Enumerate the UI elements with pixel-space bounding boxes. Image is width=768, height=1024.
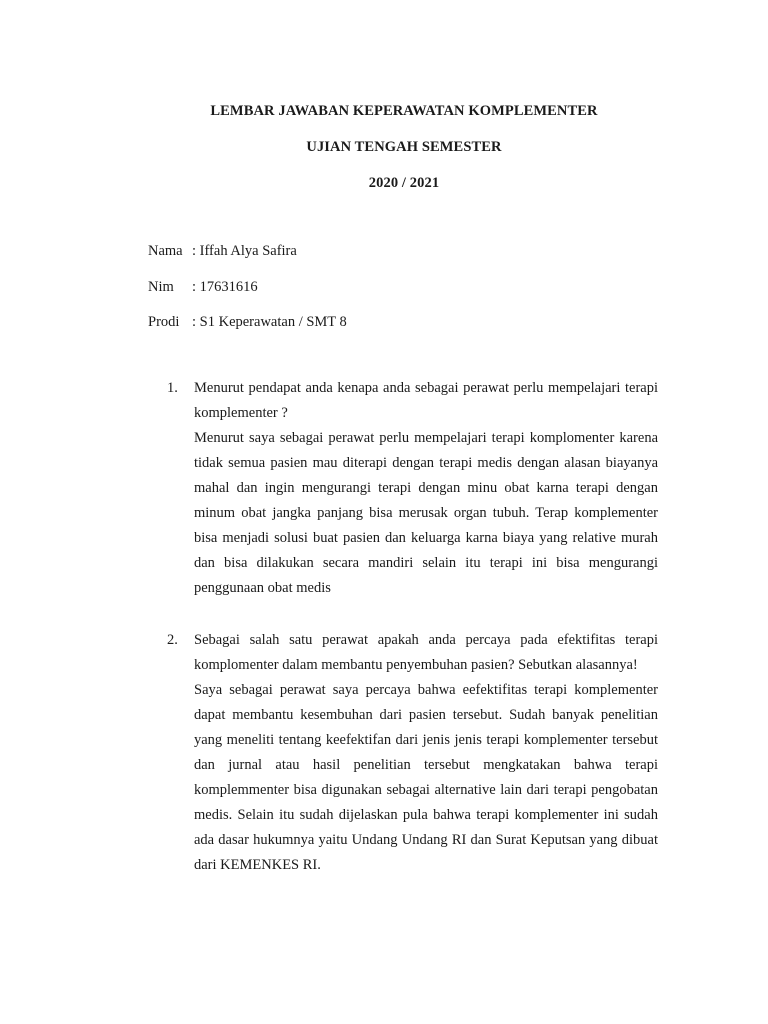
academic-year: 2020 / 2021 [368,175,440,191]
question-number: 2. [167,632,178,648]
prodi-value: : S1 Keperawatan / SMT 8 [192,314,347,330]
prodi-label: Prodi [148,314,180,330]
name-label: Nama [148,243,183,259]
student-prodi-row [148,314,347,331]
nim-value: : 17631616 [192,279,258,295]
question-item [194,376,658,601]
document-subtitle: UJIAN TENGAH SEMESTER [306,139,502,155]
name-value: : Iffah Alya Safira [192,243,297,259]
student-nim-row [148,279,258,296]
student-name-row [148,243,297,260]
document-title: LEMBAR JAWABAN KEPERAWATAN KOMPLEMENTER [210,103,598,119]
answer-text: Menurut saya sebagai perawat perlu mempelajari terapi komplomenter karena tidak semua pasien mau diterapi dengan terapi medis dengan alasan biayanya mahal dan ingin mengurangi terapi dengan minu obat karna terapi dengan minum obat jangka panjang bisa merusak organ tubuh. Terap komplementer bisa menjadi solusi buat pasien dan keluarga karna biaya yang relative murah dan bisa dilakukan secara mandiri selain itu terapi ini bisa mengurangi penggunaan obat medis [194,430,658,596]
question-text: Menurut pendapat anda kenapa anda sebagai perawat perlu mempelajari terapi komplementer ? [194,380,658,421]
question-number: 1. [167,380,178,396]
question-item [194,628,658,878]
nim-label: Nim [148,279,174,295]
question-text: Sebagai salah satu perawat apakah anda percaya pada efektifitas terapi komplomenter dalam membantu penyembuhan pasien? Sebutkan alasannya! [194,632,658,673]
answer-text: Saya sebagai perawat saya percaya bahwa eefektifitas terapi komplementer dapat membantu kesembuhan dari pasien tersebut. Sudah banyak penelitian yang meneliti tentang keefektifan dari jenis jenis terapi komplementer tersebut dan jurnal atau hasil penelitian tersebut mengkatakan bahwa terapi komplemmenter bisa digunakan sebagai alternative lain dari terapi pengobatan medis. Selain itu sudah dijelaskan pula bahwa terapi komplementer ini sudah ada dasar hukumnya yaitu Undang Undang RI dan Surat Keputsan yang dibuat dari KEMENKES RI. [194,682,658,873]
